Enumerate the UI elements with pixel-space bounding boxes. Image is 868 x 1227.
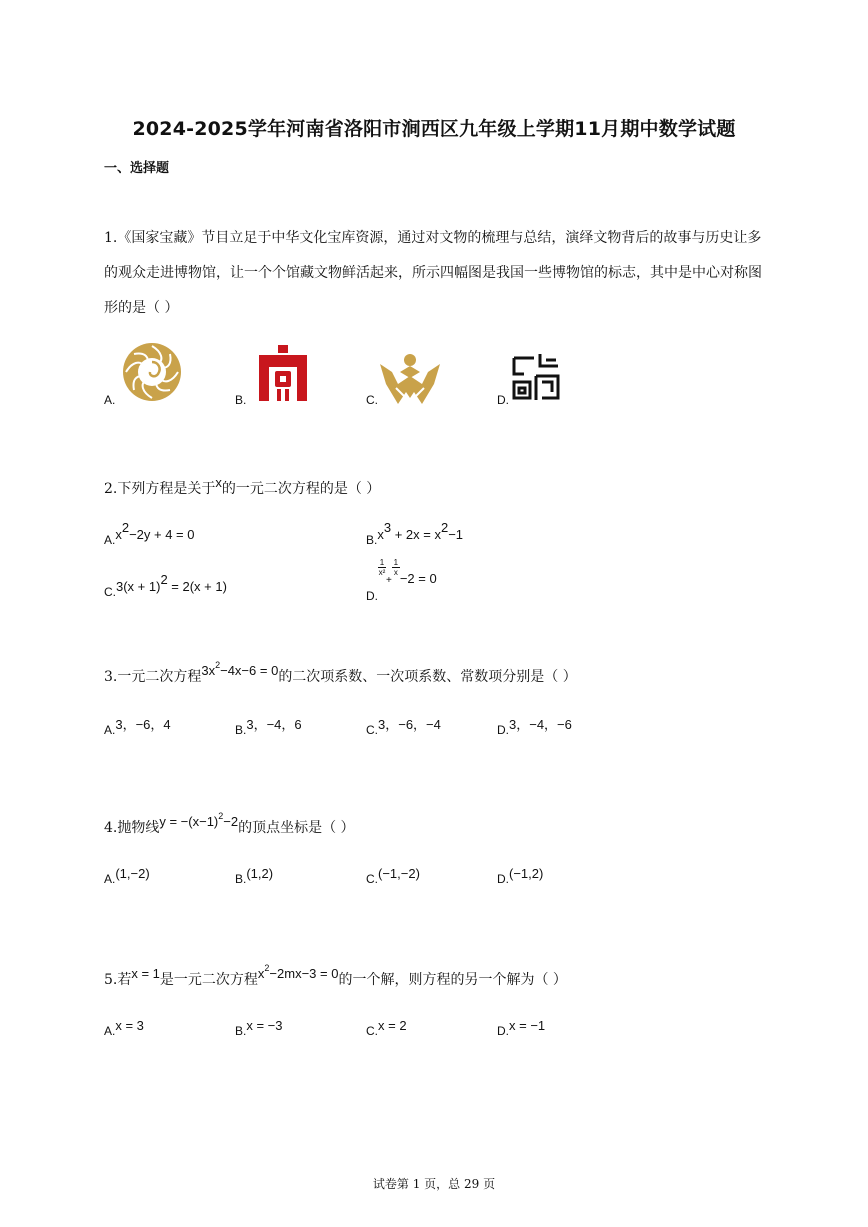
q5-option-d[interactable]: D.x = −1 — [497, 1018, 546, 1038]
question-3-text: 3.一元二次方程$3x^2-4x-6 = 0$的二次项系数、一次项系数、常数项分别是（ ） — [104, 660, 577, 685]
black-seal-logo — [512, 352, 560, 406]
section-heading: 一、选择题 — [104, 161, 170, 176]
question-1-text: 1.《国家宝藏》节目立足于中华文化宝库资源，通过对文物的梳理与总结，演绎文物背后的故事与历史让多的观众走进博物馆，让一个个馆藏文物鲜活起来，所示四幅图是我国一些博物馆的标志，其中是中心对称图形的是（ ） — [104, 230, 762, 316]
question-2-text: 2.下列方程是关于x的一元二次方程的是（ ） — [104, 475, 381, 497]
q1-option-a-label[interactable]: A. — [104, 393, 116, 407]
red-gate-logo — [255, 345, 311, 407]
q3-option-d[interactable]: D.3，−4，−6 — [497, 717, 572, 737]
q1-option-d-label[interactable]: D. — [497, 393, 509, 407]
q2-variable: x — [215, 475, 222, 490]
golden-swirl-ring-logo — [122, 342, 182, 406]
q1-option-c-label[interactable]: C. — [366, 393, 378, 407]
q4-option-b[interactable]: B.(1,2) — [235, 866, 274, 886]
q2-option-a[interactable]: $A.x^2-2y + 4 = 0$ — [104, 520, 195, 547]
q2-option-b[interactable]: $B.x^3 + 2x = x^2-1$ — [366, 520, 464, 547]
document-title: 2024-2025学年河南省洛阳市涧西区九年级上学期11月期中数学试题 — [132, 118, 736, 140]
q4-option-a[interactable]: A.(1,−2) — [104, 866, 150, 886]
question-4-text: 4.抛物线$y = -(x-1)^2-2$的顶点坐标是（ ） — [104, 811, 355, 836]
q4-option-d[interactable]: D.(−1,2) — [497, 866, 544, 886]
q3-option-a[interactable]: A.3，−6，4 — [104, 717, 171, 737]
q5-option-a[interactable]: A.x = 3 — [104, 1018, 144, 1038]
page-footer: 试卷第 1 页，总 29 页 — [372, 1177, 496, 1191]
golden-crown-logo — [378, 350, 442, 410]
q3-option-c[interactable]: C.3，−6，−4 — [366, 717, 441, 737]
q1-option-b-label[interactable]: B. — [235, 393, 247, 407]
q3-option-b[interactable]: B.3，−4，6 — [235, 717, 302, 737]
q5-option-b[interactable]: B.x = −3 — [235, 1018, 283, 1038]
q2-option-d[interactable]: D. $\frac{1}{\text{x²}}$ + $\frac{1}{x}$ −2 = 0 — [366, 558, 437, 603]
question-5-text: 5.若x = 1是一元二次方程$x^2-2mx-3 = 0$的一个解，则方程的另一个解为（ ） — [104, 963, 567, 988]
q2-option-c[interactable]: $C.3(x + 1)^2 = 2(x + 1)$ — [104, 572, 227, 599]
q4-option-c[interactable]: C.(−1,−2) — [366, 866, 420, 886]
q5-option-c[interactable]: C.x = 2 — [366, 1018, 407, 1038]
